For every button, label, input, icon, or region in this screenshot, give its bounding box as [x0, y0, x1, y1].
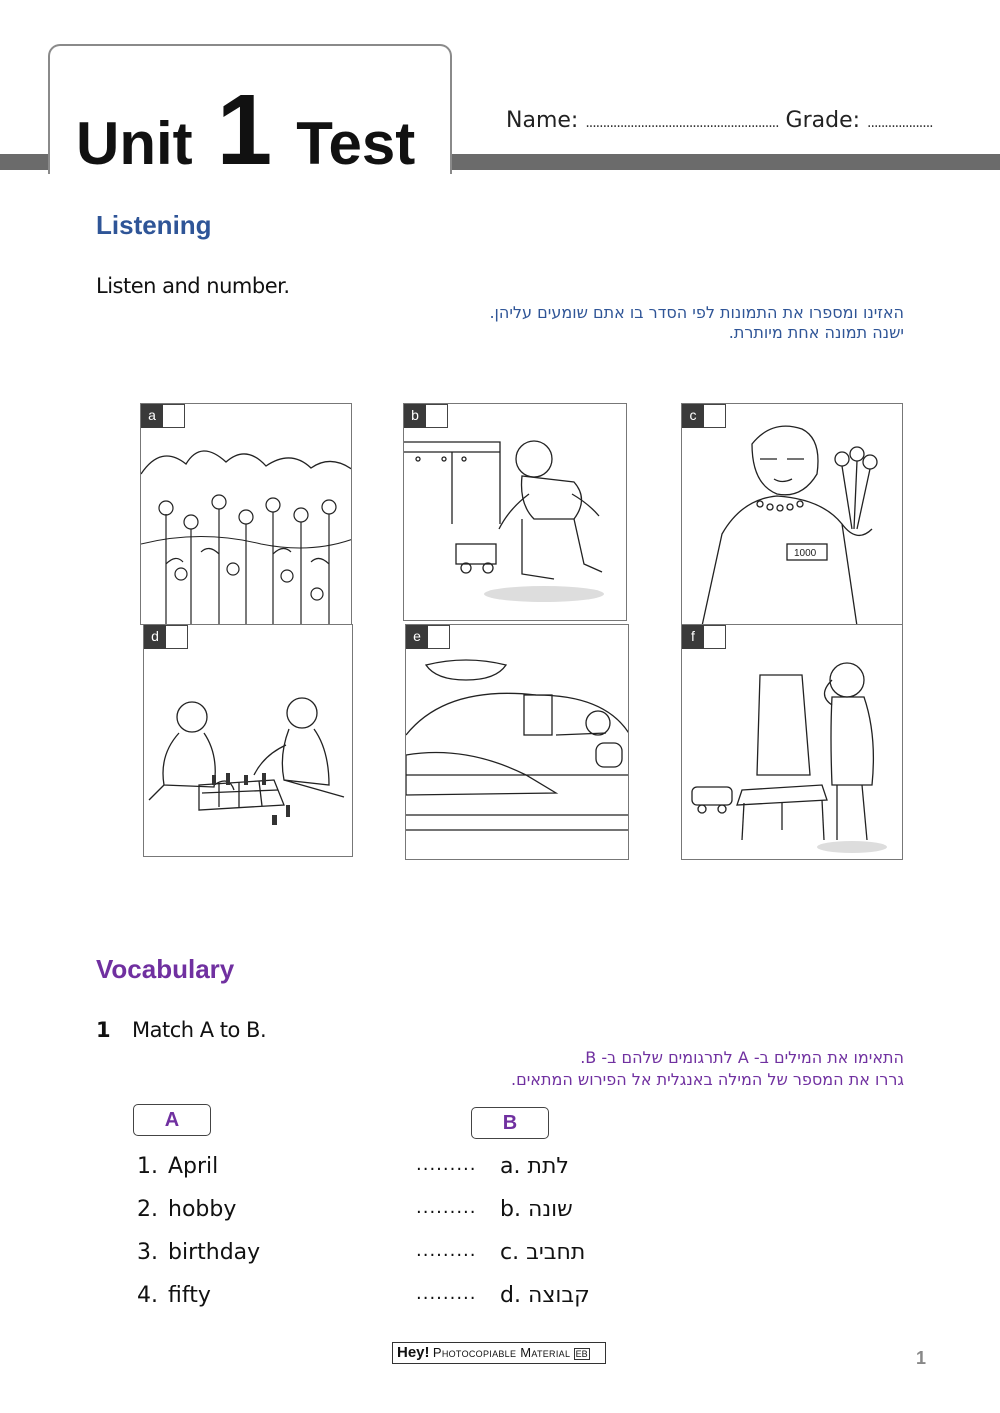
grade-label: Grade:	[785, 108, 861, 133]
item-b-option	[500, 1240, 585, 1265]
item-b-word: לתת	[527, 1154, 569, 1179]
header-bar-left	[0, 154, 50, 170]
item-a-word[interactable]: hobby	[168, 1197, 237, 1222]
item-a-number: 3.	[137, 1240, 158, 1265]
picture-a-number-box[interactable]	[163, 404, 185, 428]
listening-hebrew-line1: האזינו ומספרו את התמונות לפי הסדר בו אתם שומעים עליהן.	[489, 303, 904, 322]
boy-toy-truck-illustration	[404, 404, 627, 621]
match-row	[130, 1154, 750, 1186]
item-a-number: 2.	[137, 1197, 158, 1222]
picture-f-label: f	[682, 625, 704, 649]
item-b-word: תחביב	[526, 1240, 586, 1265]
publisher-logo-icon: EB	[575, 1349, 588, 1359]
column-b-header: B	[471, 1107, 549, 1139]
picture-d	[143, 624, 353, 857]
girl-reading-sofa-illustration	[406, 625, 629, 860]
picture-f	[681, 624, 903, 860]
title-number: 1	[216, 74, 273, 186]
listening-instruction: Listen and number.	[96, 274, 290, 298]
vocabulary-hebrew-line2: גררו את המספר של המילה באנגלית אל הפירוש המתאים.	[511, 1070, 904, 1089]
answer-blank[interactable]: .........	[416, 1240, 477, 1261]
picture-c-number-box[interactable]	[704, 404, 726, 428]
vocabulary-heading: Vocabulary	[96, 954, 235, 984]
item-b-option	[500, 1154, 569, 1179]
match-row	[130, 1283, 750, 1315]
picture-b-number-box[interactable]	[426, 404, 448, 428]
vocabulary-hebrew-line1: התאימו את המילים ב- A לתרגומים שלהם ב- B.	[580, 1048, 904, 1067]
picture-e-number-box[interactable]	[428, 625, 450, 649]
woman-flowers-illustration	[682, 404, 903, 625]
picture-c	[681, 403, 903, 625]
item-a-number: 1.	[137, 1154, 158, 1179]
answer-blank[interactable]: .........	[416, 1154, 477, 1175]
picture-f-number-box[interactable]	[704, 625, 726, 649]
name-label: Name:	[506, 108, 579, 133]
item-b-letter: c.	[500, 1240, 520, 1265]
match-row	[130, 1240, 750, 1272]
name-field[interactable]: ........................................................	[585, 115, 779, 131]
picture-c-label: c	[682, 404, 704, 428]
svg-text:1000: 1000	[794, 548, 817, 559]
item-b-word: קבוצה	[527, 1283, 590, 1308]
answer-blank[interactable]: .........	[416, 1283, 477, 1304]
exercise-number: 1	[96, 1018, 111, 1042]
listening-hebrew-instruction	[489, 303, 904, 343]
title-word-unit: Unit	[76, 110, 193, 177]
picture-b	[403, 403, 627, 621]
item-a-word[interactable]: birthday	[168, 1240, 261, 1265]
item-a-word[interactable]: fifty	[168, 1283, 211, 1308]
title-word-test: Test	[296, 110, 416, 177]
answer-blank[interactable]: .........	[416, 1197, 477, 1218]
footer-brand: Hey!	[397, 1344, 430, 1361]
picture-e-label: e	[406, 625, 428, 649]
item-b-option	[500, 1283, 590, 1308]
item-b-letter: d.	[500, 1283, 521, 1308]
flowers-illustration	[141, 404, 352, 625]
picture-d-label: d	[144, 625, 166, 649]
page-title	[76, 74, 416, 186]
page-number: 1	[916, 1348, 927, 1368]
vocabulary-hebrew-instruction	[511, 1047, 904, 1091]
picture-d-number-box[interactable]	[166, 625, 188, 649]
grade-field[interactable]: ...................	[867, 115, 933, 131]
listening-hebrew-line2: ישנה תמונה אחת מיותרת.	[728, 323, 904, 342]
picture-a	[140, 403, 352, 625]
header-bar-right	[452, 154, 1000, 170]
picture-e	[405, 624, 629, 860]
item-b-word: שונה	[527, 1197, 573, 1222]
kids-chess-illustration	[144, 625, 353, 857]
item-a-number: 4.	[137, 1283, 158, 1308]
item-a-word[interactable]: April	[168, 1154, 219, 1179]
footer-text: Photocopiable Material	[432, 1345, 571, 1360]
column-a-header: A	[133, 1104, 211, 1136]
item-b-letter: a.	[500, 1154, 521, 1179]
match-row	[130, 1197, 750, 1229]
boy-crying-chair-illustration	[682, 625, 903, 860]
footer-copyright	[392, 1342, 606, 1364]
listening-heading: Listening	[96, 210, 212, 240]
picture-b-label: b	[404, 404, 426, 428]
name-grade-line	[506, 108, 933, 133]
item-b-letter: b.	[500, 1197, 521, 1222]
vocabulary-instruction: Match A to B.	[132, 1018, 267, 1042]
picture-a-label: a	[141, 404, 163, 428]
item-b-option	[500, 1197, 573, 1222]
